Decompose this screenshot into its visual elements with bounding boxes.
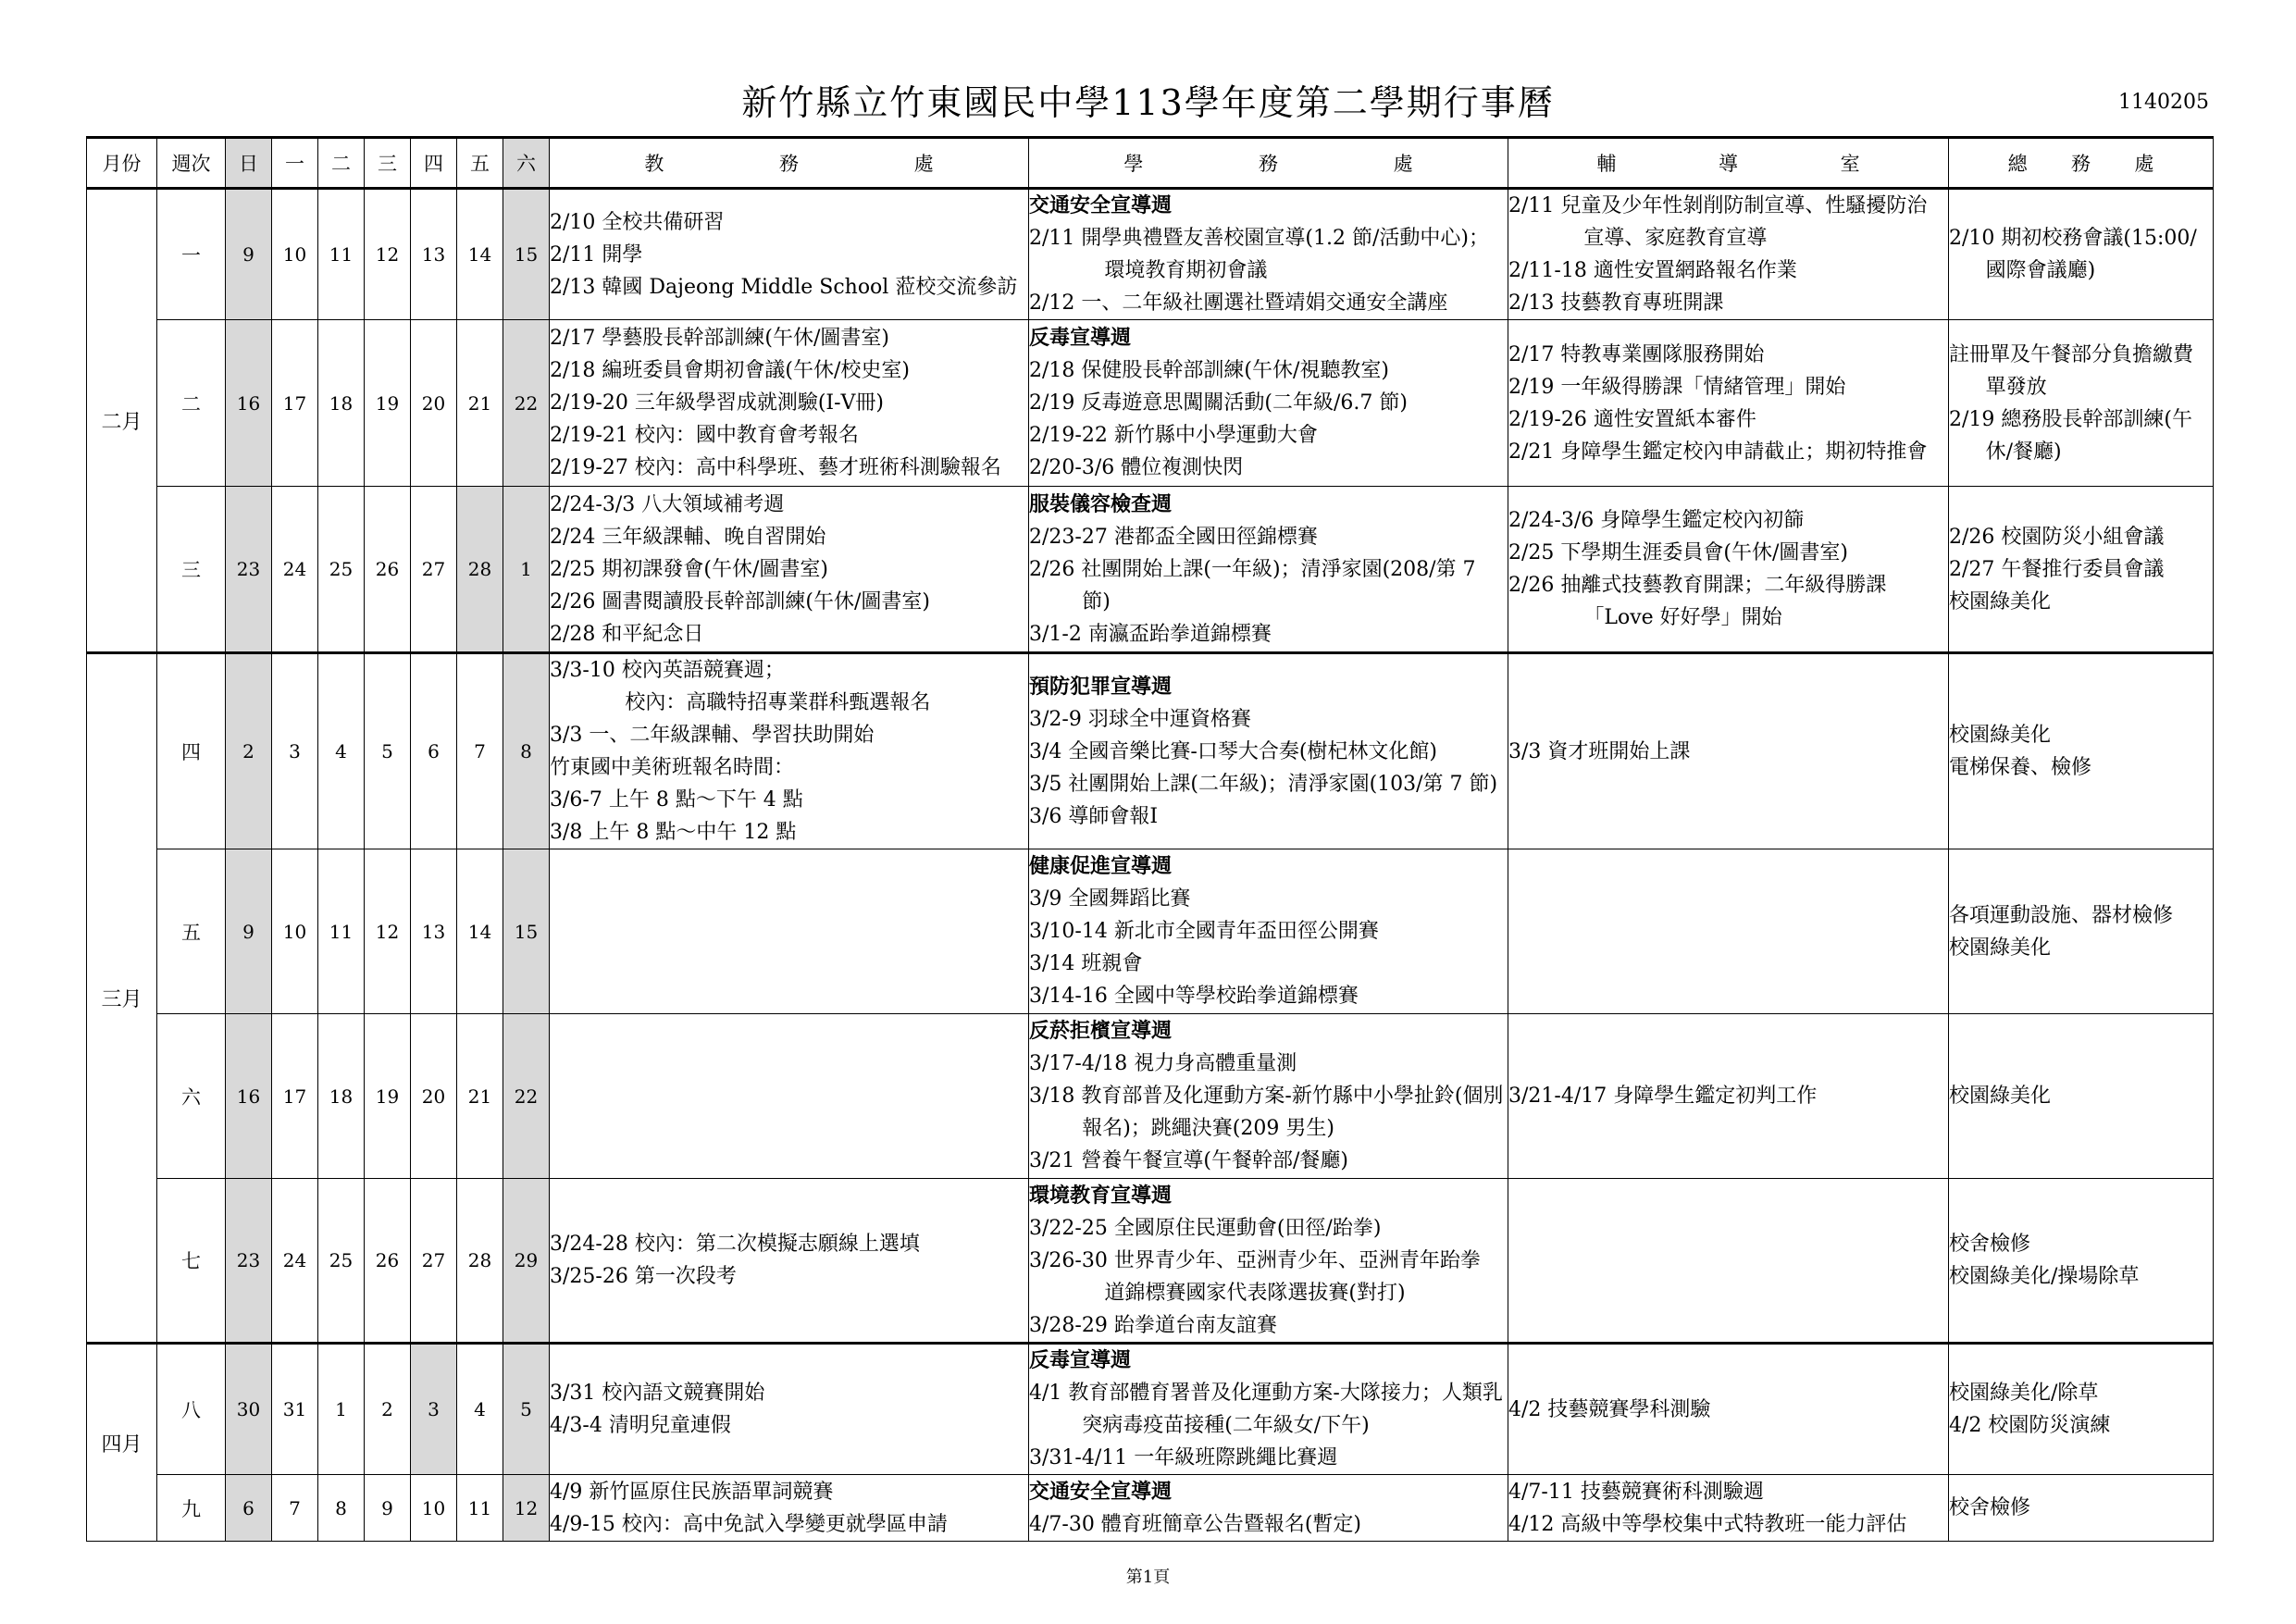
header-day-sun: 日 (226, 138, 272, 189)
day-cell: 21 (457, 320, 503, 487)
academic-events-cell (550, 1179, 1029, 1344)
academic-events-cell (550, 189, 1029, 320)
event-line: 3/6 導師會報Ⅰ (1029, 804, 1159, 828)
event-line: 3/25-26 第一次段考 (550, 1265, 737, 1288)
event-line: 2/17 學藝股長幹部訓練(午休/圖書室) (550, 327, 889, 350)
day-cell: 8 (503, 653, 550, 849)
event-line: 3/21 營養午餐宣導(午餐幹部/餐廳) (1029, 1149, 1348, 1172)
event-line: 校園綠美化 (1949, 724, 2052, 747)
general-events-cell (1949, 189, 2214, 320)
event-line: 4/12 高級中等學校集中式特教班一能力評估 (1508, 1512, 1907, 1536)
day-cell: 2 (365, 1344, 411, 1475)
academic-events-cell (550, 849, 1029, 1014)
day-cell: 20 (411, 320, 457, 487)
counsel-events-cell (1508, 487, 1949, 653)
event-line: 校園綠美化/除草 (1949, 1382, 2099, 1405)
header-day-sat: 六 (503, 138, 550, 189)
day-cell: 3 (272, 653, 318, 849)
day-cell: 25 (318, 1179, 365, 1344)
day-cell: 15 (503, 189, 550, 320)
event-line: 3/21-4/17 身障學生鑑定初判工作 (1508, 1085, 1818, 1108)
event-line: 3/2-9 羽球全中運資格賽 (1029, 707, 1251, 731)
day-cell: 31 (272, 1344, 318, 1475)
week-row (87, 849, 2214, 1014)
event-line: 3/24-28 校內：第二次模擬志願線上選填 (550, 1233, 920, 1256)
document-number: 1140205 (2118, 91, 2209, 114)
day-cell: 17 (272, 1014, 318, 1179)
event-line: 3/17-4/18 視力身高體重量測 (1029, 1052, 1297, 1075)
event-line: 2/19-22 新竹縣中小學運動大會 (1029, 424, 1318, 447)
week-number: 一 (157, 189, 226, 320)
general-events-cell (1949, 1344, 2214, 1475)
event-line: 電梯保養、檢修 (1949, 756, 2092, 779)
event-line: 3/26-30 世界青少年、亞洲青少年、亞洲青年跆拳 (1029, 1248, 1481, 1272)
header-day-fri: 五 (457, 138, 503, 189)
day-cell: 4 (457, 1344, 503, 1475)
event-line: 2/25 下學期生涯委員會(午休/圖書室) (1508, 541, 1848, 564)
header-counseling: 輔 導 室 (1508, 138, 1949, 189)
event-line: 2/19-26 適性安置紙本審件 (1508, 407, 1756, 431)
event-line: 3/1-2 南瀛盃跆拳道錦標賽 (1029, 622, 1272, 646)
event-line: 2/17 特教專業團隊服務開始 (1508, 342, 1765, 366)
event-line: 2/26 抽離式技藝教育開課；二年級得勝課 (1508, 574, 1887, 597)
day-cell: 14 (457, 849, 503, 1014)
event-line: 2/11 開學 (550, 242, 643, 267)
day-cell: 5 (503, 1344, 550, 1475)
event-line: 2/24 三年級課輔、晚自習開始 (550, 525, 826, 549)
weekly-theme: 健康促進宣導週 (1029, 854, 1173, 878)
day-cell: 30 (226, 1344, 272, 1475)
event-line: 3/3 資才班開始上課 (1508, 739, 1691, 763)
weekly-theme: 反毒宣導週 (1029, 1348, 1132, 1372)
event-line: 2/13 韓國 Dajeong Middle School 蒞校交流參訪 (550, 275, 1018, 299)
general-events-cell (1949, 1179, 2214, 1344)
week-row (87, 487, 2214, 653)
event-line: 2/11 開學典禮暨友善校園宣導(1.2 節/活動中心)； (1029, 227, 1489, 250)
week-number: 二 (157, 320, 226, 487)
day-cell: 3 (411, 1344, 457, 1475)
day-cell: 19 (365, 320, 411, 487)
event-line: 4/7-30 體育班簡章公告暨報名(暫定) (1029, 1512, 1361, 1536)
event-line: 2/21 身障學生鑑定校內申請截止；期初特推會 (1508, 440, 1928, 464)
header-general-affairs: 總 務 處 (1949, 138, 2214, 189)
event-line: 2/24-3/3 八大領域補考週 (550, 492, 785, 516)
general-events-cell (1949, 320, 2214, 487)
day-cell: 8 (318, 1475, 365, 1542)
student-events-cell (1029, 1475, 1508, 1542)
event-line: 4/1 教育部體育署普及化運動方案-大隊接力；人類乳突病毒疫苗接種(二年級女/下午) (1029, 1382, 1503, 1437)
event-line: 2/12 一、二年級社團選社暨靖娟交通安全講座 (1029, 291, 1448, 315)
week-number: 三 (157, 487, 226, 653)
event-line: 2/18 編班委員會期初會議(午休/校史室) (550, 359, 910, 382)
event-line: 4/3-4 清明兒童連假 (550, 1414, 731, 1437)
header-day-wed: 三 (365, 138, 411, 189)
day-cell: 11 (457, 1475, 503, 1542)
day-cell: 1 (318, 1344, 365, 1475)
general-events-cell (1949, 653, 2214, 849)
day-cell: 23 (226, 487, 272, 653)
event-line: 2/19-27 校內：高中科學班、藝才班術科測驗報名 (550, 456, 1001, 479)
week-number: 六 (157, 1014, 226, 1179)
day-cell: 11 (318, 189, 365, 320)
event-line: 3/5 社團開始上課(二年級)；清淨家園(103/第 7 節) (1029, 772, 1498, 796)
day-cell: 25 (318, 487, 365, 653)
event-line: 校園綠美化 (1949, 936, 2052, 960)
day-cell: 16 (226, 1014, 272, 1179)
header-month: 月份 (87, 138, 157, 189)
week-row (87, 1014, 2214, 1179)
header-day-tue: 二 (318, 138, 365, 189)
event-line: 3/9 全國舞蹈比賽 (1029, 887, 1191, 911)
event-line: 3/14 班親會 (1029, 952, 1143, 975)
student-events-cell (1029, 1179, 1508, 1344)
day-cell: 2 (226, 653, 272, 849)
counsel-events-cell (1508, 653, 1949, 849)
day-cell: 27 (411, 487, 457, 653)
day-cell: 6 (226, 1475, 272, 1542)
event-line: 宣導、家庭教育宣導 (1583, 227, 1768, 250)
day-cell: 10 (272, 849, 318, 1014)
day-cell: 18 (318, 320, 365, 487)
event-line: 3/31 校內語文競賽開始 (550, 1382, 765, 1405)
week-number: 七 (157, 1179, 226, 1344)
event-line: 2/18 保健股長幹部訓練(午休/視聽教室) (1029, 359, 1389, 382)
event-line: 3/28-29 跆拳道台南友誼賽 (1029, 1313, 1277, 1337)
month-label: 三月 (87, 653, 157, 1344)
weekly-theme: 反毒宣導週 (1029, 326, 1132, 350)
event-line: 2/23-27 港都盃全國田徑錦標賽 (1029, 525, 1318, 549)
event-line: 校園綠美化 (1949, 589, 2052, 614)
event-line: 校舍檢修 (1949, 1496, 2031, 1519)
event-line: 3/6-7 上午 8 點～下午 4 點 (550, 788, 803, 812)
weekly-theme: 反菸拒檳宣導週 (1029, 1019, 1173, 1043)
week-number: 九 (157, 1475, 226, 1542)
event-line: 「Love 好好學」開始 (1583, 606, 1782, 629)
academic-events-cell (550, 1014, 1029, 1179)
event-line: 2/13 技藝教育專班開課 (1508, 291, 1724, 315)
event-line: 校園綠美化/操場除草 (1949, 1265, 2140, 1288)
event-line: 各項運動設施、器材檢修 (1949, 903, 2174, 927)
weekly-theme: 交通安全宣導週 (1029, 193, 1173, 217)
event-line: 2/11-18 適性安置網路報名作業 (1508, 259, 1797, 282)
event-line: 4/2 技藝競賽學科測驗 (1508, 1397, 1711, 1421)
event-line: 2/19 一年級得勝課「情緒管理」開始 (1508, 375, 1846, 399)
event-line: 2/19 總務股長幹部訓練(午休/餐廳) (1949, 407, 2192, 464)
student-events-cell (1029, 653, 1508, 849)
counsel-events-cell (1508, 320, 1949, 487)
counsel-events-cell (1508, 849, 1949, 1014)
academic-events-cell (550, 1475, 1029, 1542)
event-line: 2/10 全校共備研習 (550, 210, 725, 234)
general-events-cell (1949, 1475, 2214, 1542)
event-line: 4/2 校園防災演練 (1949, 1414, 2111, 1437)
day-cell: 24 (272, 1179, 318, 1344)
day-cell: 13 (411, 189, 457, 320)
day-cell: 29 (503, 1179, 550, 1344)
day-cell: 20 (411, 1014, 457, 1179)
day-cell: 23 (226, 1179, 272, 1344)
event-line: 道錦標賽國家代表隊選拔賽(對打) (1104, 1281, 1406, 1305)
day-cell: 13 (411, 849, 457, 1014)
day-cell: 4 (318, 653, 365, 849)
event-line: 2/19-21 校內：國中教育會考報名 (550, 424, 859, 447)
event-line: 2/20-3/6 體位複測快閃 (1029, 456, 1244, 479)
month-label: 二月 (87, 189, 157, 653)
day-cell: 18 (318, 1014, 365, 1179)
day-cell: 14 (457, 189, 503, 320)
event-line: 2/19 反毒遊意思闖關活動(二年級/6.7 節) (1029, 391, 1408, 415)
day-cell: 12 (503, 1475, 550, 1542)
event-line: 4/9-15 校內：高中免試入學變更就學區申請 (550, 1512, 948, 1536)
event-line: 校內：高職特招專業群科甄選報名 (625, 691, 931, 714)
week-row (87, 189, 2214, 320)
event-line: 2/26 校園防災小組會議 (1949, 525, 2165, 549)
day-cell: 27 (411, 1179, 457, 1344)
day-cell: 16 (226, 320, 272, 487)
day-cell: 26 (365, 487, 411, 653)
event-line: 2/28 和平紀念日 (550, 622, 704, 646)
header-row (87, 138, 2214, 189)
general-events-cell (1949, 849, 2214, 1014)
student-events-cell (1029, 1344, 1508, 1475)
event-line: 3/3-10 校內英語競賽週； (550, 659, 785, 682)
day-cell: 9 (226, 189, 272, 320)
event-line: 2/11 兒童及少年性剝削防制宣導、性騷擾防治 (1508, 194, 1928, 217)
day-cell: 7 (272, 1475, 318, 1542)
day-cell: 22 (503, 1014, 550, 1179)
event-line: 3/18 教育部普及化運動方案-新竹縣中小學扯鈴(個別報名)；跳繩決賽(209 男生) (1029, 1085, 1504, 1140)
day-cell: 12 (365, 189, 411, 320)
academic-events-cell (550, 320, 1029, 487)
event-line: 2/24-3/6 身障學生鑑定校內初篩 (1508, 509, 1805, 532)
day-cell: 22 (503, 320, 550, 487)
week-row (87, 1344, 2214, 1475)
day-cell: 26 (365, 1179, 411, 1344)
day-cell: 7 (457, 653, 503, 849)
event-line: 3/22-25 全國原住民運動會(田徑/跆拳) (1029, 1216, 1382, 1240)
event-line: 3/14-16 全國中等學校跆拳道錦標賽 (1029, 985, 1359, 1008)
event-line: 3/4 全國音樂比賽-口琴大合奏(樹杞林文化館) (1029, 739, 1438, 763)
week-number: 四 (157, 653, 226, 849)
event-line: 2/27 午餐推行委員會議 (1949, 557, 2165, 581)
event-line: 2/19-20 三年級學習成就測驗(Ⅰ-Ⅴ冊) (550, 391, 885, 415)
weekly-theme: 服裝儀容檢查週 (1029, 491, 1173, 516)
general-events-cell (1949, 1014, 2214, 1179)
counsel-events-cell (1508, 1344, 1949, 1475)
counsel-events-cell (1508, 1014, 1949, 1179)
academic-events-cell (550, 653, 1029, 849)
counsel-events-cell (1508, 189, 1949, 320)
event-line: 註冊單及午餐部分負擔繳費單發放 (1949, 342, 2194, 399)
student-events-cell (1029, 189, 1508, 320)
day-cell: 10 (272, 189, 318, 320)
day-cell: 24 (272, 487, 318, 653)
day-cell: 28 (457, 487, 503, 653)
day-cell: 19 (365, 1014, 411, 1179)
event-line: 3/10-14 新北市全國青年盃田徑公開賽 (1029, 920, 1379, 943)
school-calendar-table (86, 136, 2214, 1542)
week-number: 五 (157, 849, 226, 1014)
student-events-cell (1029, 320, 1508, 487)
page-number: 第1頁 (1125, 1568, 1171, 1587)
header-day-mon: 一 (272, 138, 318, 189)
student-events-cell (1029, 1014, 1508, 1179)
day-cell: 12 (365, 849, 411, 1014)
header-day-thu: 四 (411, 138, 457, 189)
counsel-events-cell (1508, 1179, 1949, 1344)
header-academic-affairs: 教 務 處 (550, 138, 1029, 189)
student-events-cell (1029, 849, 1508, 1014)
week-row (87, 653, 2214, 849)
week-row (87, 1475, 2214, 1542)
event-line: 4/9 新竹區原住民族語單詞競賽 (550, 1480, 834, 1504)
day-cell: 5 (365, 653, 411, 849)
event-line: 校園綠美化 (1949, 1085, 2052, 1108)
counsel-events-cell (1508, 1475, 1949, 1542)
event-line: 2/26 圖書閱讀股長幹部訓練(午休/圖書室) (550, 589, 930, 614)
student-events-cell (1029, 487, 1508, 653)
day-cell: 1 (503, 487, 550, 653)
weekly-theme: 交通安全宣導週 (1029, 1479, 1173, 1504)
week-number: 八 (157, 1344, 226, 1475)
event-line: 4/7-11 技藝競賽術科測驗週 (1508, 1480, 1764, 1504)
day-cell: 21 (457, 1014, 503, 1179)
day-cell: 10 (411, 1475, 457, 1542)
day-cell: 11 (318, 849, 365, 1014)
academic-events-cell (550, 487, 1029, 653)
day-cell: 17 (272, 320, 318, 487)
week-row (87, 1179, 2214, 1344)
event-line: 2/25 期初課發會(午休/圖書室) (550, 557, 828, 581)
weekly-theme: 環境教育宣導週 (1029, 1183, 1173, 1208)
weekly-theme: 預防犯罪宣導週 (1029, 674, 1173, 699)
event-line: 校舍檢修 (1949, 1233, 2031, 1256)
event-line: 2/10 期初校務會議(15:00/國際會議廳) (1949, 227, 2197, 282)
day-cell: 15 (503, 849, 550, 1014)
general-events-cell (1949, 487, 2214, 653)
event-line: 3/3 一、二年級課輔、學習扶助開始 (550, 724, 875, 747)
day-cell: 6 (411, 653, 457, 849)
event-line: 環境教育期初會議 (1104, 259, 1268, 282)
event-line: 3/8 上午 8 點～中午 12 點 (550, 821, 797, 844)
day-cell: 9 (226, 849, 272, 1014)
day-cell: 28 (457, 1179, 503, 1344)
week-row (87, 320, 2214, 487)
event-line: 2/26 社團開始上課(一年級)；清淨家園(208/第 7 節) (1029, 557, 1476, 614)
month-label: 四月 (87, 1344, 157, 1542)
academic-events-cell (550, 1344, 1029, 1475)
event-line: 竹東國中美術班報名時間： (550, 756, 795, 779)
header-week: 週次 (157, 138, 226, 189)
calendar-title: 新竹縣立竹東國民中學113學年度第二學期行事曆 (741, 82, 1555, 123)
header-student-affairs: 學 務 處 (1029, 138, 1508, 189)
event-line: 3/31-4/11 一年級班際跳繩比賽週 (1029, 1446, 1338, 1469)
day-cell: 9 (365, 1475, 411, 1542)
